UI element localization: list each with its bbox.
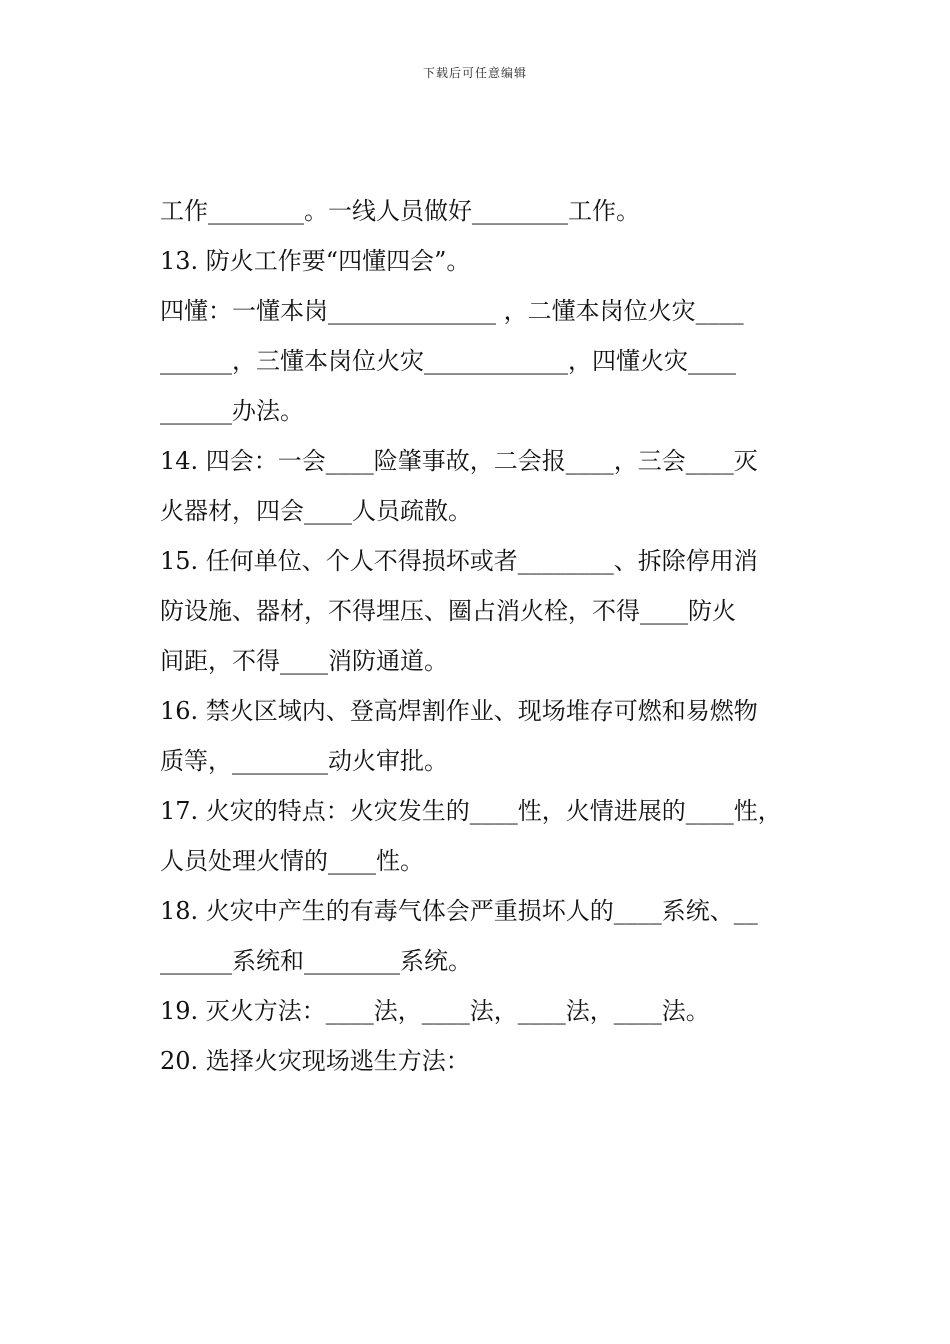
text-line: 13. 防火工作要“四懂四会”。 bbox=[160, 247, 471, 275]
text-line: 17. 火灾的特点：火灾发生的____性，火情进展的____性， bbox=[160, 797, 782, 825]
text-line: ______系统和________系统。 bbox=[160, 947, 472, 975]
page-header: 下载后可任意编辑 bbox=[422, 66, 527, 80]
text-line: ______办法。 bbox=[160, 397, 304, 425]
text-line: 四懂：一懂本岗______________ ，二懂本岗位火灾____ bbox=[160, 297, 744, 325]
text-line: 18. 火灾中产生的有毒气体会严重损坏人的____系统、__ bbox=[160, 897, 758, 925]
text-line: 14. 四会：一会____险肇事故，二会报____，三会____灭 bbox=[160, 447, 758, 475]
text-line: 防设施、器材，不得埋压、圈占消火栓，不得____防火 bbox=[160, 597, 736, 625]
text-line: 15. 任何单位、个人不得损坏或者________、拆除停用消 bbox=[160, 547, 758, 575]
text-line: 16. 禁火区域内、登高焊割作业、现场堆存可燃和易燃物 bbox=[160, 697, 758, 725]
text-line: 19. 灭火方法：____法，____法，____法，____法。 bbox=[160, 997, 710, 1025]
text-line: ______，三懂本岗位火灾____________，四懂火灾____ bbox=[160, 347, 736, 375]
text-line: 火器材，四会____人员疏散。 bbox=[160, 497, 472, 525]
text-line: 人员处理火情的____性。 bbox=[160, 847, 424, 875]
text-line: 质等，________动火审批。 bbox=[160, 747, 448, 775]
text-line: 工作________。一线人员做好________工作。 bbox=[160, 197, 640, 225]
document-body bbox=[160, 186, 800, 1086]
text-line: 间距，不得____消防通道。 bbox=[160, 647, 448, 675]
text-line: 20. 选择火灾现场逃生方法： bbox=[160, 1047, 470, 1075]
